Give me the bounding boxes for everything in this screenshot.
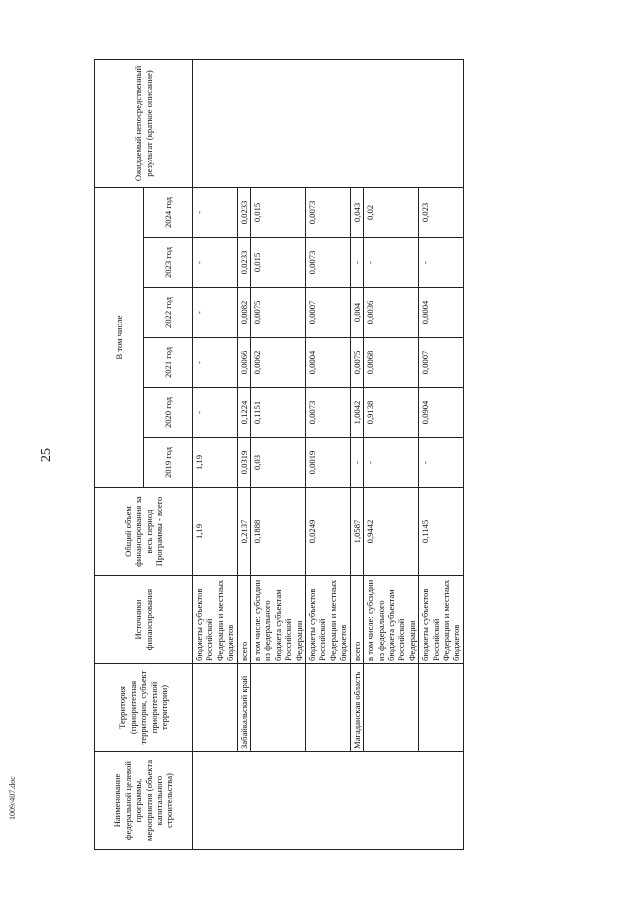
year-cell: - (193, 288, 238, 338)
header-year-2021: 2021 год (144, 338, 193, 388)
year-cell: 0,9138 (364, 388, 419, 438)
year-cell: - (419, 438, 464, 488)
header-total-financing: Общий объем финансирования за весь период Программы - всего (95, 488, 193, 576)
source-cell: всего (237, 576, 250, 664)
year-cell: 0,0062 (251, 338, 306, 388)
source-cell: всего (350, 576, 363, 664)
year-cell: - (350, 438, 363, 488)
page-number: 25 (39, 448, 54, 462)
year-cell: 0,03 (251, 438, 306, 488)
header-financing-source: Источники финансирования (95, 576, 193, 664)
year-cell: 0,1151 (251, 388, 306, 438)
year-cell: 0,015 (251, 187, 306, 237)
territory-cell: Магаданская область (350, 664, 363, 752)
year-cell: 0,0233 (237, 187, 250, 237)
year-cell: 0,0073 (306, 187, 351, 237)
year-cell: 0,0075 (251, 288, 306, 338)
financing-table-sheet (94, 60, 604, 850)
program-name-cell (193, 752, 464, 850)
total-cell: 0,2137 (237, 488, 250, 576)
year-cell: 0,1224 (237, 388, 250, 438)
year-cell: - (193, 187, 238, 237)
total-cell: 0,1888 (251, 488, 306, 576)
table-row (193, 59, 238, 849)
year-cell: - (193, 238, 238, 288)
total-cell: 1,19 (193, 488, 238, 576)
year-cell: 0,0068 (364, 338, 419, 388)
territory-cell (251, 664, 306, 752)
year-cell: 0,02 (364, 187, 419, 237)
year-cell: 0,0004 (306, 338, 351, 388)
total-cell: 0,1145 (419, 488, 464, 576)
year-cell: - (193, 388, 238, 438)
year-cell: 0,0073 (306, 388, 351, 438)
header-year-2022: 2022 год (144, 288, 193, 338)
source-cell: бюджеты субъектов Российской Федерации и местных бюджетов (306, 576, 351, 664)
year-cell: 0,0007 (306, 288, 351, 338)
header-year-2020: 2020 год (144, 388, 193, 438)
year-cell: 0,0319 (237, 438, 250, 488)
year-cell: - (193, 338, 238, 388)
year-cell: 0,0004 (419, 288, 464, 338)
document-footer: 1009/407.doc (8, 776, 17, 820)
header-year-2019: 2019 год (144, 438, 193, 488)
year-cell: 0,0082 (237, 288, 250, 338)
territory-cell (306, 664, 351, 752)
source-cell: в том числе: субсидии из федерального бюджета субъектам Российской Федерации (251, 576, 306, 664)
year-cell: 0,0904 (419, 388, 464, 438)
year-cell: 0,0233 (237, 238, 250, 288)
header-year-2023: 2023 год (144, 238, 193, 288)
year-cell: 0,0075 (350, 338, 363, 388)
year-cell: 0,0019 (306, 438, 351, 488)
territory-cell (364, 664, 419, 752)
financing-table (94, 59, 464, 850)
year-cell: - (350, 238, 363, 288)
year-cell: 0,004 (350, 288, 363, 338)
territory-cell: Забайкальский край (237, 664, 250, 752)
total-cell: 1,0587 (350, 488, 363, 576)
source-cell: в том числе: субсидии из федерального бюджета субъектам Российской Федерации (364, 576, 419, 664)
territory-cell (193, 664, 238, 752)
total-cell: 0,9442 (364, 488, 419, 576)
year-cell: 0,0073 (306, 238, 351, 288)
year-cell: 1,19 (193, 438, 238, 488)
header-year-2024: 2024 год (144, 187, 193, 237)
year-cell: - (364, 438, 419, 488)
header-expected-result: Ожидаемый непосредственный результат (краткое описание) (95, 59, 193, 187)
header-program-name: Наименование федеральной целевой программы, мероприятия (объекта капитального строительства) (95, 752, 193, 850)
year-cell: 0,023 (419, 187, 464, 237)
year-cell: - (419, 238, 464, 288)
year-cell: 0,0036 (364, 288, 419, 338)
year-cell: 0,0007 (419, 338, 464, 388)
source-cell: бюджеты субъектов Российской Федерации и местных бюджетов (419, 576, 464, 664)
year-cell: 0,015 (251, 238, 306, 288)
year-cell: 0,043 (350, 187, 363, 237)
year-cell: - (364, 238, 419, 288)
result-cell (193, 59, 464, 187)
header-in-that-number: В том числе (95, 187, 144, 487)
year-cell: 1,0042 (350, 388, 363, 438)
year-cell: 0,0066 (237, 338, 250, 388)
header-territory: Территория (приоритетная территория, субъект приоритетной территории) (95, 664, 193, 752)
territory-cell (419, 664, 464, 752)
total-cell: 0,0249 (306, 488, 351, 576)
source-cell: бюджеты субъектов Российской Федерации и местных бюджетов (193, 576, 238, 664)
